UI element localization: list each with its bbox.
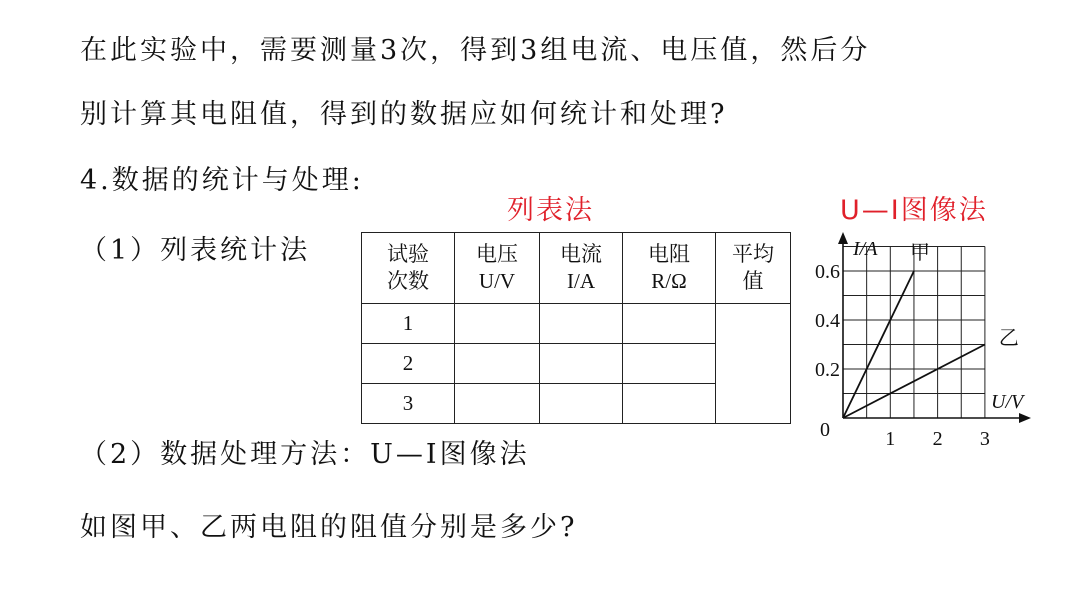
cell-average <box>716 304 791 424</box>
row-trial-number: 3 <box>362 384 455 424</box>
header-voltage-line2: U/V <box>478 269 516 293</box>
cell-current <box>540 384 623 424</box>
cell-resistance <box>623 304 716 344</box>
y-axis-label: I/A <box>853 238 878 260</box>
section-heading: 4.数据的统计与处理: <box>80 165 364 196</box>
y-tick-label: 0.6 <box>815 261 840 283</box>
header-trial-line2: 次数 <box>387 269 429 293</box>
method-1-label: （1）列表统计法 <box>80 235 311 266</box>
cell-resistance <box>623 344 716 384</box>
question-line-2: 别计算其电阻值，得到的数据应如何统计和处理? <box>80 99 728 130</box>
row-trial-number: 1 <box>362 304 455 344</box>
header-average <box>716 233 791 304</box>
y-axis-arrow <box>838 232 848 244</box>
ui-graph <box>805 230 1045 455</box>
header-current <box>540 233 623 304</box>
header-voltage <box>455 233 540 304</box>
x-tick-label: 2 <box>932 428 943 450</box>
header-resistance <box>623 233 716 304</box>
question-line-final: 如图甲、乙两电阻的阻值分别是多少? <box>80 512 578 543</box>
question-line-1: 在此实验中，需要测量3次，得到3组电流、电压值，然后分 <box>80 35 871 66</box>
header-resistance-line1: 电阻 <box>648 242 690 266</box>
y-tick-label: 0.4 <box>815 310 840 332</box>
origin-label: 0 <box>820 419 830 441</box>
series-name-label: 甲 <box>909 242 930 264</box>
header-voltage-line1: 电压 <box>476 242 518 266</box>
header-resistance-line2: R/Ω <box>651 269 687 293</box>
header-current-line2: I/A <box>567 269 595 293</box>
x-tick-label: 1 <box>885 428 896 450</box>
data-table <box>361 232 791 424</box>
cell-voltage <box>455 344 540 384</box>
table-row <box>362 304 791 344</box>
row-trial-number: 2 <box>362 344 455 384</box>
header-trial <box>362 233 455 304</box>
header-average-line2: 值 <box>742 269 764 293</box>
cell-current <box>540 344 623 384</box>
table-method-title: 列表法 <box>507 195 594 226</box>
y-tick-label: 0.2 <box>815 359 840 381</box>
method-2-label: （2）数据处理方法：U—I图像法 <box>80 439 530 470</box>
x-axis-arrow <box>1019 413 1031 423</box>
header-average-line1: 平均 <box>732 242 774 266</box>
cell-voltage <box>455 304 540 344</box>
graph-method-title: U—I图像法 <box>840 195 988 226</box>
header-current-line1: 电流 <box>560 242 602 266</box>
cell-voltage <box>455 384 540 424</box>
header-trial-line1: 试验 <box>387 242 429 266</box>
series-name-label: 乙 <box>998 327 1019 350</box>
x-tick-label: 3 <box>979 428 990 450</box>
table-header-row <box>362 233 791 304</box>
cell-resistance <box>623 384 716 424</box>
cell-current <box>540 304 623 344</box>
x-axis-label: U/V <box>991 391 1024 413</box>
